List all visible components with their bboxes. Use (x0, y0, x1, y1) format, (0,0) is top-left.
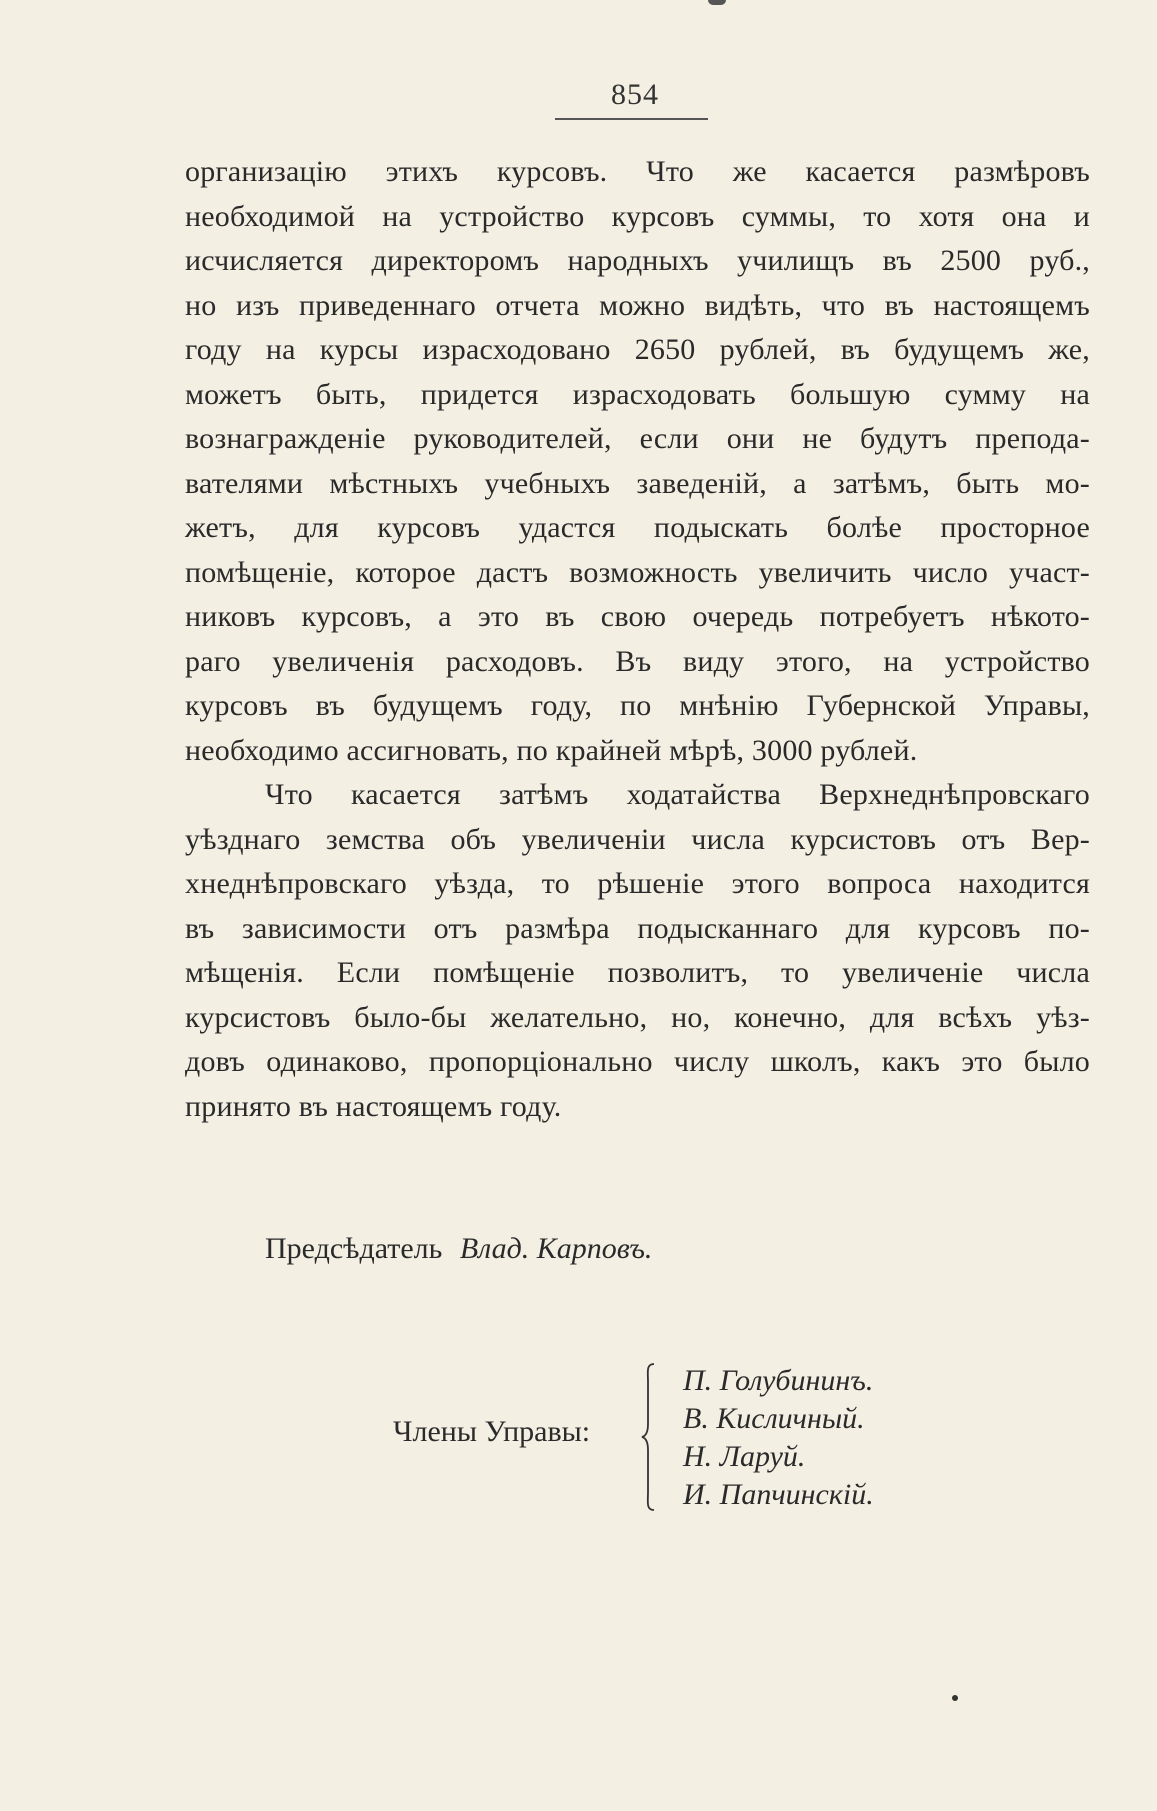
text-line: мѣщенія. Если помѣщеніе позволитъ, то увеличеніе числа (185, 956, 1090, 989)
text-line: но изъ приведеннаго отчета можно видѣть, что въ настоящемъ (185, 288, 1090, 322)
text-line: помѣщеніе, которое дастъ возможность увеличить число участ- (185, 555, 1090, 589)
text-line: курсовъ въ будущемъ году, по мнѣнію Губернской Управы, (185, 689, 1090, 722)
text-line: вателями мѣстныхъ учебныхъ заведеній, а затѣмъ, быть мо- (185, 466, 1090, 500)
text-line: необходимой на устройство курсовъ суммы, то хотя она и (185, 199, 1090, 233)
members-list (683, 1362, 874, 1514)
chairman-signature-block (265, 1232, 652, 1266)
page-edge-mark (708, 0, 726, 5)
text-line: году на курсы израсходовано 2650 рублей, въ будущемъ же, (185, 333, 1090, 366)
chairman-signature: Влад. Карповъ. (459, 1232, 653, 1265)
body-text (185, 150, 1090, 1129)
paragraph-2 (185, 773, 1090, 1129)
curly-brace (640, 1362, 658, 1512)
text-line: Что касается затѣмъ ходатайства Верхнеднѣпровскаго (265, 778, 1090, 811)
text-line: курсистовъ было-бы желательно, но, конечно, для всѣхъ уѣз- (185, 1000, 1090, 1034)
text-line: организацію этихъ курсовъ. Что же касается размѣровъ (185, 155, 1090, 188)
page-number: 854 (611, 78, 659, 111)
members-label: Члены Управы: (393, 1415, 591, 1448)
text-line: уѣзднаго земства объ увеличеніи числа курсистовъ отъ Вер- (185, 822, 1090, 856)
ink-dot (952, 1695, 958, 1701)
text-line: принято въ настоящемъ году. (185, 1089, 562, 1123)
member-name: Н. Ларуй. (683, 1440, 806, 1473)
text-line: жетъ, для курсовъ удастся подыскать болѣе просторное (185, 511, 1090, 544)
text-line: необходимо ассигновать, по крайней мѣрѣ, 3000 рублей. (185, 733, 918, 767)
member-name: П. Голубининъ. (683, 1364, 874, 1397)
text-line: хнеднѣпровскаго уѣзда, то рѣшеніе этого вопроса находится (185, 867, 1090, 900)
text-line: никовъ курсовъ, а это въ свою очередь потребуетъ нѣкото- (185, 600, 1090, 633)
text-line: въ зависимости отъ размѣра подысканнаго для курсовъ по- (185, 911, 1090, 945)
page-number-rule (555, 118, 708, 120)
paragraph-1 (185, 150, 1090, 773)
text-line: можетъ быть, придется израсходовать большую сумму на (185, 377, 1090, 411)
text-line: вознагражденіе руководителей, если они не будутъ препода- (185, 422, 1090, 455)
text-line: раго увеличенія расходовъ. Въ виду этого, на устройство (185, 644, 1090, 678)
chairman-title: Предсѣдатель (265, 1232, 443, 1265)
member-name: В. Кисличный. (683, 1402, 865, 1435)
member-name: И. Папчинскій. (683, 1478, 874, 1511)
text-line: довъ одинаково, пропорціонально числу школъ, какъ это было (185, 1045, 1090, 1078)
text-line: исчисляется директоромъ народныхъ училищъ въ 2500 руб., (185, 244, 1090, 277)
